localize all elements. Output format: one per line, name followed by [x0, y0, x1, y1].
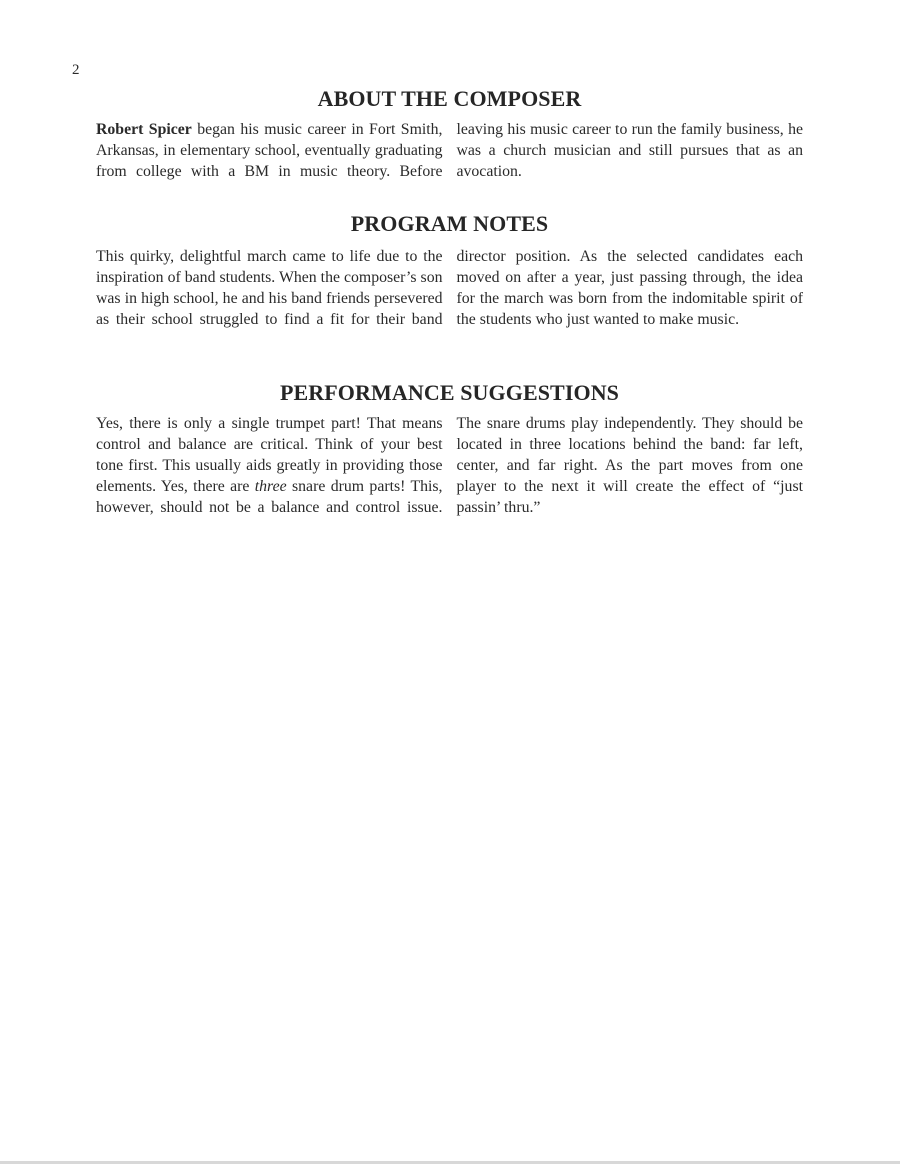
- composer-text-columns: [96, 119, 803, 182]
- performance-suggestions-section: [96, 380, 803, 518]
- performance-text-after: snare drum parts! This, however, should not be a balance and control issue. The snare drums play independently. They should be located in three locations behind the band: far left, center, and far right. As the part moves from one player to the next it will create the effect of “just passin’ thru.”: [96, 415, 803, 516]
- performance-paragraph: [96, 413, 803, 518]
- performance-text-before: Yes, there is only a single trumpet part! That means control and balance are critical. Think of your best tone first. This usually aids greatly in providing those elements. Yes, there are: [96, 415, 443, 495]
- composer-name: Robert Spicer: [96, 121, 192, 138]
- about-the-composer-section: [96, 86, 803, 182]
- composer-heading: ABOUT THE COMPOSER: [317, 86, 582, 111]
- performance-text-columns: [96, 413, 803, 518]
- program-text-columns: [96, 246, 803, 330]
- performance-emphasis: three: [254, 478, 287, 495]
- program-notes-section: [96, 211, 803, 330]
- program-heading: PROGRAM NOTES: [350, 211, 549, 236]
- program-paragraph: This quirky, delightful march came to life due to the inspiration of band students. When the composer’s son was in high school, he and his band friends persevered as their school struggled to find a fit for their band director position. As the selected candidates each moved on after a year, just passing through, the idea for the march was born from the indomitable spirit of the students who just wanted to make music.: [96, 248, 803, 328]
- page-number: 2: [72, 62, 80, 78]
- composer-bio: began his music career in Fort Smith, Arkansas, in elementary school, eventually graduating from college with a BM in music theory. Before leaving his music career to run the family business, he was a church musician and still pursues that as an avocation.: [96, 121, 803, 180]
- performance-heading: PERFORMANCE SUGGESTIONS: [279, 380, 620, 405]
- composer-paragraph: [96, 119, 803, 182]
